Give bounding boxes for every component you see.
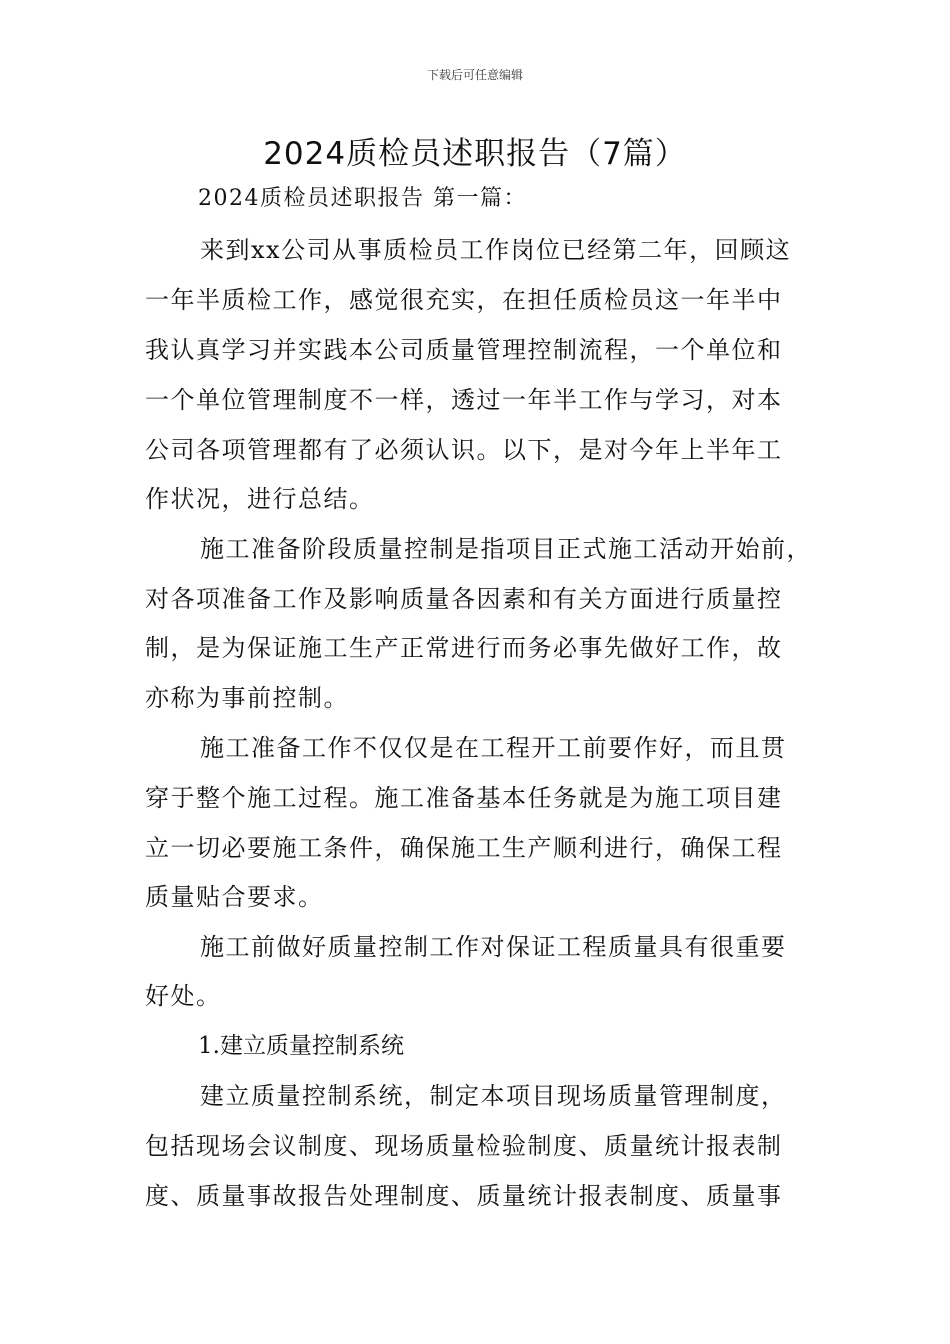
- paragraph-line: 好处。: [145, 982, 222, 1010]
- paragraph-line: 穿于整个施工过程。施工准备基本任务就是为施工项目建: [145, 784, 783, 812]
- paragraph-line: 度、质量事故报告处理制度、质量统计报表制度、质量事: [145, 1182, 783, 1210]
- paragraph-line: 作状况，进行总结。: [145, 485, 375, 513]
- section-heading: 2024质检员述职报告 第一篇：: [198, 186, 527, 211]
- paragraph-line: 来到xx公司从事质检员工作岗位已经第二年，回顾这: [200, 236, 792, 264]
- paragraph-line: 施工准备阶段质量控制是指项目正式施工活动开始前，: [200, 535, 812, 563]
- paragraph-line: 公司各项管理都有了必须认识。以下，是对今年上半年工: [145, 436, 783, 464]
- paragraph-line: 对各项准备工作及影响质量各因素和有关方面进行质量控: [145, 585, 783, 613]
- paragraph-line: 一年半质检工作，感觉很充实，在担任质检员这一年半中: [145, 286, 783, 314]
- paragraph-line: 亦称为事前控制。: [145, 684, 349, 712]
- paragraph-line: 立一切必要施工条件，确保施工生产顺利进行，确保工程: [145, 834, 783, 862]
- paragraph-line: 一个单位管理制度不一样，透过一年半工作与学习，对本: [145, 386, 783, 414]
- paragraph-line: 我认真学习并实践本公司质量管理控制流程，一个单位和: [145, 336, 783, 364]
- paragraph-line: 质量贴合要求。: [145, 883, 324, 911]
- paragraph-line: 包括现场会议制度、现场质量检验制度、质量统计报表制: [145, 1132, 783, 1160]
- paragraph-line: 制，是为保证施工生产正常进行而务必事先做好工作，故: [145, 634, 783, 662]
- subsection-heading: 1.建立质量控制系统: [198, 1033, 404, 1059]
- document-title: 2024质检员述职报告（7篇）: [263, 136, 687, 172]
- page-header-note: 下载后可任意编辑: [426, 68, 523, 82]
- paragraph-line: 施工前做好质量控制工作对保证工程质量具有很重要: [200, 933, 787, 961]
- paragraph-line: 建立质量控制系统，制定本项目现场质量管理制度，: [200, 1082, 787, 1110]
- paragraph-line: 施工准备工作不仅仅是在工程开工前要作好，而且贯: [200, 734, 787, 762]
